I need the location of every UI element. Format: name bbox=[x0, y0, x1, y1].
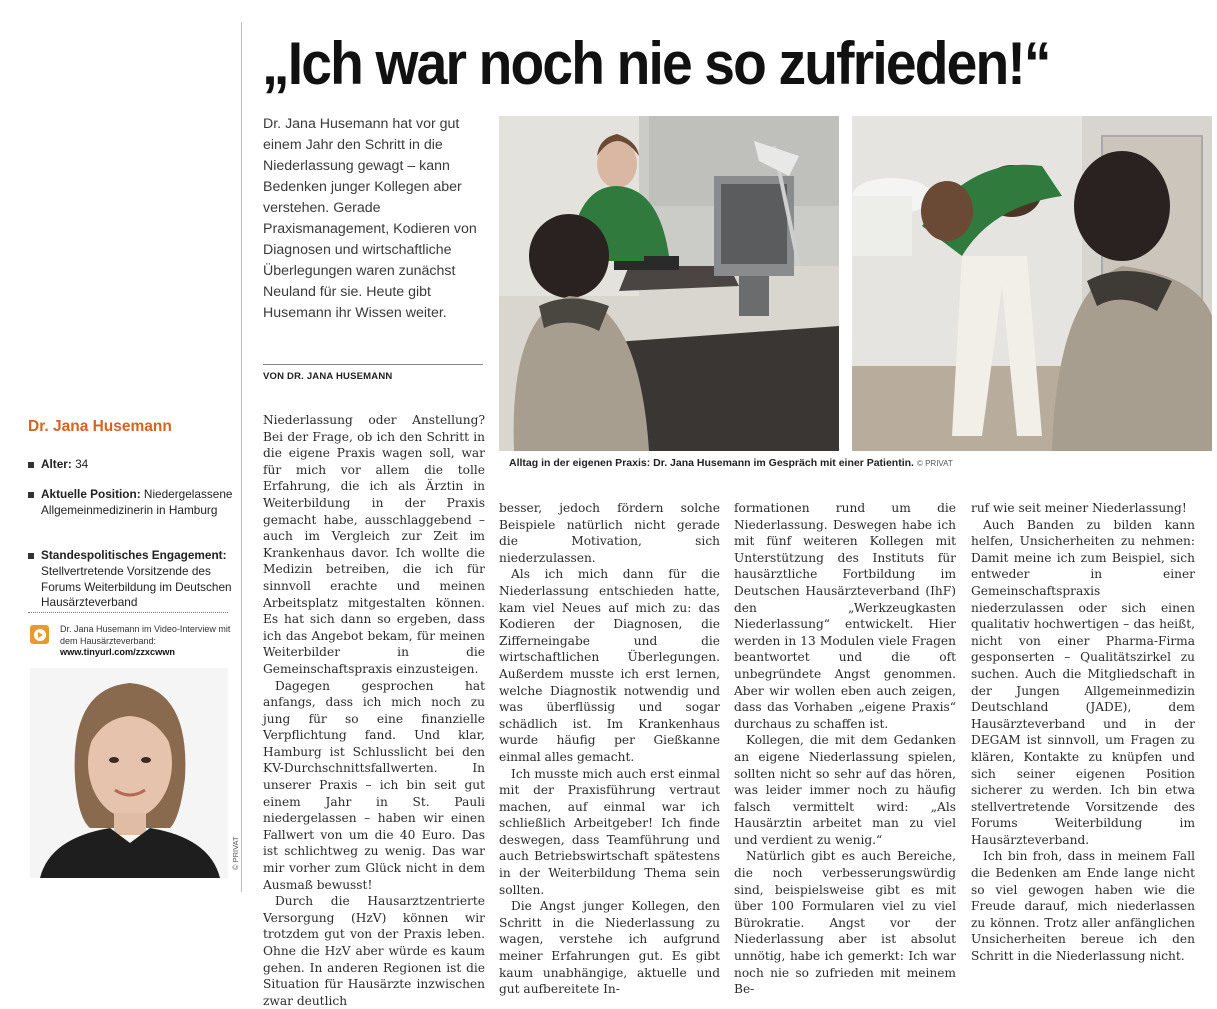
video-reference bbox=[60, 624, 235, 659]
paragraph: Durch die Hausarztzentrierte Versorgung (HzV) können wir trotzdem gut von der Praxis leben. Ohne die HzV aber würde es kaum gehen. In anderen Regionen ist die Situation für Hausärzte inzwischen zwar deutlich bbox=[263, 894, 485, 1008]
paragraph: Kollegen, die mit dem Gedanken an eigene Niederlassung spielen, sollten nicht so sehr auf das hören, was leider immer noch zu häufig falsch vermittelt wird: „Als Hausärztin arbeitet man zu viel und verdient zu wenig.“ bbox=[734, 733, 956, 847]
sidebar-value: 34 bbox=[71, 457, 89, 471]
article-column-2 bbox=[499, 500, 720, 998]
paragraph: Dagegen gesprochen hat anfangs, dass ich mich noch zu jung für so eine finanzielle Verpflichtung fand. Und klar, Hamburg ist Schlusslicht bei den KV-Durchschnittsfallwerten. In unserer Praxis – ich bin seit gut einem Jahr in St. Pauli niedergelassen – haben wir einen Fallwert von um die 40 Euro. Das ist schlichtweg zu wenig. Das war mir vorher zum Glück nicht in dem Ausmaß bewusst! bbox=[263, 678, 485, 892]
paragraph: ruf wie seit meiner Niederlassung! bbox=[971, 501, 1187, 515]
sidebar-item-engagement bbox=[28, 548, 233, 611]
caption-text: Alltag in der eigenen Praxis: Dr. Jana Husemann im Gespräch mit einer Patientin. bbox=[509, 457, 914, 469]
article-column-4 bbox=[971, 500, 1195, 965]
sidebar-label: Alter: bbox=[41, 457, 72, 471]
column-divider bbox=[241, 22, 242, 892]
paragraph: Niederlassung oder Anstellung? Bei der Frage, ob ich den Schritt in die eigene Praxis wagen soll, war für mich vor allem die tolle Erfahrung, die ich als Ärztin in Weiterbildung in der Praxis gemacht habe, ausschlaggebend – auch im Vergleich zur Zeit im Krankenhaus davor. Ich wollte die Medizin betreiben, die ich für sinnvoll erachte und meinen Arbeitsplatz mitgestalten können. Es hat sich dann so ergeben, dass ich das Angebot bekam, für meinen Weiterbilder in die Gemeinschaftspraxis einzusteigen. bbox=[263, 413, 485, 676]
intro-text: Dr. Jana Husemann hat vor gut einem Jahr den Schritt in die Niederlassung gewagt – kann Bedenken junger Kollegen aber verstehen. Gerade Praxismanagement, Kodieren von Diagnosen und wirtschaftliche Überlegungen waren zunächst Neuland für sie. Heute gibt Husemann ihr Wissen weiter. bbox=[263, 116, 477, 321]
paragraph: Ich bin froh, dass in meinem Fall die Bedenken am Ende lange nicht so viel gewogen haben wie die Freude darauf, mich niederlassen zu können. Trotz aller anfänglichen Unsicherheiten bereue ich den Schritt in die Niederlassung nicht. bbox=[971, 849, 1195, 964]
sidebar-divider bbox=[28, 612, 228, 613]
caption-credit: © PRIVAT bbox=[916, 459, 953, 468]
sidebar-label: Aktuelle Position: bbox=[41, 487, 141, 501]
paragraph: Auch Banden zu bilden kann helfen, Unsicherheiten zu nehmen: Damit meine ich zum Beispiel, sich entweder in einer Gemeinschaftspraxis niederzulassen oder sich einen qualitativ hochwertigen – das heißt, nicht von einer Pharma-Firma gesponserten – Qualitätszirkel zu suchen. Auch die Mitgliedschaft in der Jungen Allgemeinmedizin Deutschland (JADE), dem Hausärzteverband und in der DEGAM ist sinnvoll, um Fragen zu klären, Kontakte zu knüpfen und sich seiner eigenen Position sicherer zu werden. Ich bin etwa stellvertretende Vorsitzende des Forums Weiterbildung im Hausärzteverband. bbox=[971, 517, 1195, 847]
sidebar-label: Standespolitisches Engagement: bbox=[41, 548, 227, 562]
bullet-icon bbox=[28, 462, 34, 468]
paragraph: Natürlich gibt es auch Bereiche, die noch verbesserungswürdig sind, beispielsweise gibt es mit über 100 Formularen viel zu viel Bürokratie. Angst vor der Niederlassung aber ist absolut unnötig, habe ich gemerkt: Ich war noch nie so zufrieden mit meinem Be- bbox=[734, 849, 956, 997]
video-description: Dr. Jana Husemann im Video-Interview mit dem Hausärzteverband: bbox=[60, 624, 231, 646]
sidebar-item-age bbox=[28, 457, 233, 473]
article-column-1 bbox=[263, 412, 485, 1009]
play-video-icon[interactable] bbox=[30, 625, 49, 644]
sidebar-value: Stellvertretende Vorsitzende des Forums Weiterbildung im Deutschen Hausärzteverband bbox=[41, 563, 232, 610]
paragraph: Die Angst junger Kollegen, den Schritt in die Niederlassung zu wagen, verstehe ich aufgrund meiner Erfahrungen gut. Es gibt kaum unabhängige, aktuelle und gut aufbereitete In- bbox=[499, 899, 720, 997]
sidebar-item-position bbox=[28, 487, 233, 519]
paragraph: formationen rund um die Niederlassung. Deswegen habe ich mit fünf weiteren Kollegen mit Unterstützung des Instituts für hausärztliche Fortbildung im Deutschen Hausärzteverband (IhF) den „Werkzeugkasten Niederlassung“ entwickelt. Hier werden in 13 Modulen viele Fragen beantwortet und die oft unbegründete Angst genommen. Aber wir wollen eben auch zeigen, dass das Vorhaben „eigene Praxis“ durchaus zu schaffen ist. bbox=[734, 501, 956, 731]
headline: „Ich war noch nie so zufrieden!“ bbox=[262, 30, 1050, 97]
photo-examination bbox=[852, 116, 1212, 451]
photo-consultation bbox=[499, 116, 839, 451]
byline: VON DR. JANA HUSEMANN bbox=[263, 371, 393, 382]
portrait-photo bbox=[30, 668, 228, 878]
paragraph: Als ich mich dann für die Niederlassung entschieden hatte, kam viel Neues auf mich zu: das Kodieren der Diagnosen, die Zifferneingabe und die wirtschaftlichen Überlegungen. Außerdem musste ich erst lernen, welche Diagnostik notwendig und was überflüssig und sogar schädlich ist. Im Krankenhaus wurde häufig per Gießkanne einmal alles gemacht. bbox=[499, 567, 720, 764]
video-link[interactable]: www.tinyurl.com/zzxcwwn bbox=[60, 647, 176, 658]
paragraph: besser, jedoch fördern solche Beispiele natürlich nicht gerade die Motivation, sich niederzulassen. bbox=[499, 501, 720, 565]
sidebar-name: Dr. Jana Husemann bbox=[28, 418, 172, 435]
paragraph: Ich musste mich auch erst einmal mit der Praxisführung vertraut machen, auf einmal war ich schließlich Arbeitgeber! Ich finde deswegen, dass Teamführung und auch Betriebswirtschaft spätestens in der Weiterbildung Thema sein sollten. bbox=[499, 766, 720, 897]
portrait-credit: © PRIVAT bbox=[231, 836, 240, 870]
sidebar-value: Niedergelassene Allgemeinmedizinerin in Hamburg bbox=[41, 487, 233, 517]
photo-caption bbox=[509, 457, 1209, 469]
bullet-icon bbox=[28, 492, 34, 498]
bullet-icon bbox=[28, 553, 34, 559]
article-column-3 bbox=[734, 500, 956, 998]
intro-divider bbox=[263, 364, 483, 365]
